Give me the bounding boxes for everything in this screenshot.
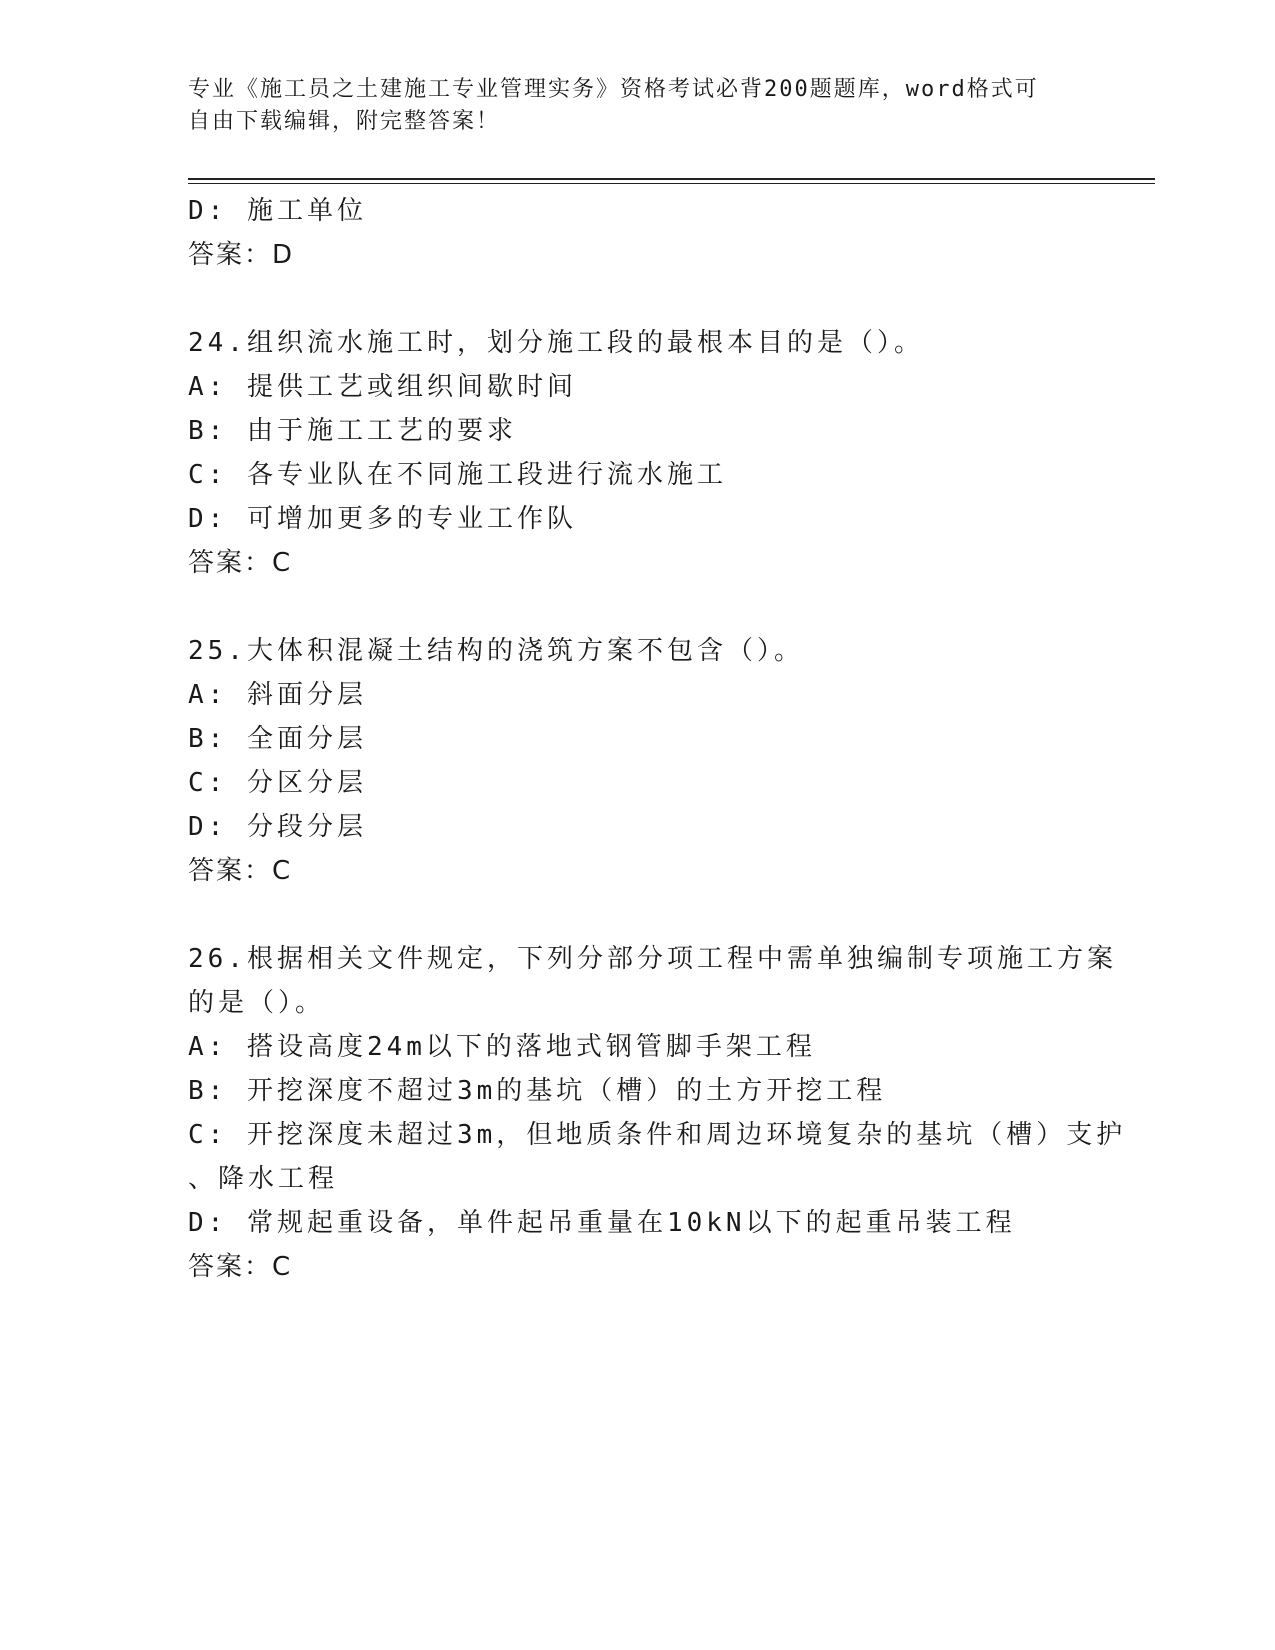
header-rule-thick [188, 178, 1155, 180]
q26-option-a: A: 搭设高度24m以下的落地式钢管脚手架工程 [188, 1032, 816, 1062]
q26-option-c-line-2: 、降水工程 [188, 1164, 339, 1194]
q24-answer: 答案：C [188, 548, 293, 578]
header-line-2: 自由下载编辑，附完整答案！ [188, 109, 501, 134]
prev-option-d: D: 施工单位 [188, 196, 367, 226]
q25-answer: 答案：C [188, 856, 293, 886]
q24-option-a: A: 提供工艺或组织间歇时间 [188, 372, 577, 402]
q26-option-c-line-1: C: 开挖深度未超过3m，但地质条件和周边环境复杂的基坑（槽）支护 [188, 1120, 1127, 1150]
prev-answer: 答案：D [188, 240, 295, 270]
q25-question: 25.大体积混凝土结构的浇筑方案不包含（）。 [188, 636, 804, 666]
q24-option-b: B: 由于施工工艺的要求 [188, 416, 517, 446]
q26-option-b: B: 开挖深度不超过3m的基坑（槽）的土方开挖工程 [188, 1076, 887, 1106]
q25-option-b: B: 全面分层 [188, 724, 367, 754]
q26-option-d: D: 常规起重设备，单件起吊重量在10kN以下的起重吊装工程 [188, 1208, 1016, 1238]
q24-option-d: D: 可增加更多的专业工作队 [188, 504, 577, 534]
document-header [188, 74, 1088, 138]
q24-option-c: C: 各专业队在不同施工段进行流水施工 [188, 460, 727, 490]
q26-question-line-1: 26.根据相关文件规定，下列分部分项工程中需单独编制专项施工方案 [188, 944, 1117, 974]
q26-answer: 答案：C [188, 1252, 293, 1282]
q24-question: 24.组织流水施工时，划分施工段的最根本目的是（）。 [188, 328, 924, 358]
q25-option-c: C: 分区分层 [188, 768, 367, 798]
header-rule-thin [188, 183, 1155, 184]
q25-option-d: D: 分段分层 [188, 812, 367, 842]
q25-option-a: A: 斜面分层 [188, 680, 367, 710]
q26-question-line-2: 的是（）。 [188, 988, 326, 1018]
header-line-1: 专业《施工员之土建施工专业管理实务》资格考试必背200题题库，word格式可 [188, 77, 1039, 102]
